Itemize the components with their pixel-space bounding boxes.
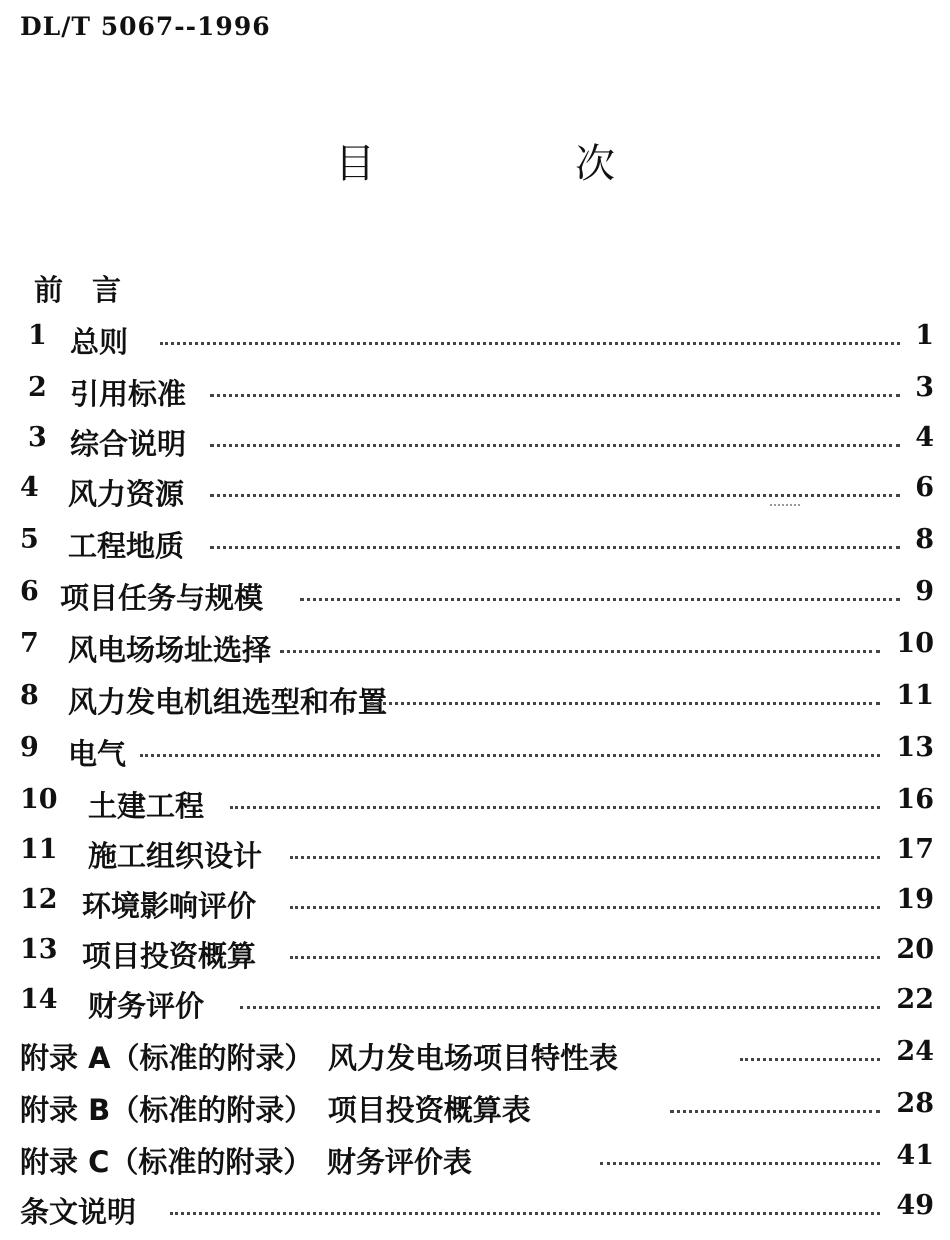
toc-entry-number: 8 (20, 680, 39, 711)
toc-entry-number: 3 (28, 422, 47, 453)
toc-page-number: 13 (896, 732, 934, 763)
toc-leader-dots (140, 752, 880, 757)
toc-leader-dots (290, 954, 880, 959)
toc-page-number: 9 (915, 576, 934, 607)
toc-entry-number: 6 (20, 576, 39, 607)
toc-leader-dots (240, 1004, 880, 1009)
toc-entry-title: 综合说明 (70, 427, 187, 461)
toc-entry-title: 项目任务与规模 (60, 581, 264, 615)
toc-page-number: 1 (915, 320, 934, 351)
toc-leader-dots (370, 700, 880, 705)
toc-page-number: 49 (896, 1190, 934, 1221)
standard-code-header: DL/T 5067--1996 (20, 12, 271, 41)
toc-entry-title: 工程地质 (68, 529, 185, 563)
toc-entry-number: 7 (20, 628, 39, 659)
toc-page-number: 19 (896, 884, 934, 915)
toc-leader-dots (210, 392, 900, 397)
toc-leader-dots (290, 904, 880, 909)
toc-entry-title: 风电场场址选择 (68, 633, 272, 667)
toc-page-number: 11 (896, 680, 934, 711)
page-title: 目 次 (335, 141, 695, 187)
toc-entry-8[interactable] (0, 680, 950, 724)
toc-entry-title: 施工组织设计 (88, 839, 263, 873)
toc-entry-11[interactable] (0, 834, 950, 878)
toc-entry-title: 项目投资概算 (82, 939, 257, 973)
toc-page-number: 24 (896, 1036, 934, 1067)
toc-entry-number: 12 (20, 884, 58, 915)
toc-leader-dots (160, 340, 900, 345)
toc-entry-title: 附录 B（标准的附录） 项目投资概算表 (20, 1093, 531, 1127)
toc-leader-dots (210, 442, 900, 447)
toc-entry-preface[interactable] (0, 268, 950, 312)
toc-entry-title: 附录 A（标准的附录） 风力发电场项目特性表 (20, 1041, 619, 1075)
toc-entry-number: 1 (28, 320, 47, 351)
toc-leader-dots (280, 648, 880, 653)
toc-entry-number: 14 (20, 984, 58, 1015)
toc-entry-appendix-a[interactable] (0, 1036, 950, 1080)
scan-artifact (770, 498, 800, 506)
toc-leader-dots (740, 1056, 880, 1061)
toc-leader-dots (210, 492, 900, 497)
toc-entry-7[interactable] (0, 628, 950, 672)
toc-leader-dots (230, 804, 880, 809)
toc-leader-dots (210, 544, 900, 549)
toc-leader-dots (600, 1160, 880, 1165)
toc-entry-number: 9 (20, 732, 39, 763)
toc-page-number: 3 (915, 372, 934, 403)
toc-page-number: 4 (915, 422, 934, 453)
toc-page-number: 28 (896, 1088, 934, 1119)
toc-entry-title: 环境影响评价 (82, 889, 257, 923)
toc-page-number: 10 (896, 628, 934, 659)
toc-entry-title: 附录 C（标准的附录） 财务评价表 (20, 1145, 472, 1179)
toc-page-number: 41 (896, 1140, 934, 1171)
toc-entry-appendix-b[interactable] (0, 1088, 950, 1132)
toc-leader-dots (300, 596, 900, 601)
toc-page-number: 17 (896, 834, 934, 865)
toc-entry-number: 5 (20, 524, 39, 555)
toc-entry-number: 2 (28, 372, 47, 403)
toc-page-number: 22 (896, 984, 934, 1015)
toc-entry-12[interactable] (0, 884, 950, 928)
toc-page-number: 16 (896, 784, 934, 815)
toc-entry-10[interactable] (0, 784, 950, 828)
toc-page-number: 6 (915, 472, 934, 503)
toc-entry-4[interactable] (0, 472, 950, 516)
toc-entry-number: 13 (20, 934, 58, 965)
toc-entry-appendix-c[interactable] (0, 1140, 950, 1184)
toc-entry-title: 前 言 (34, 273, 122, 307)
toc-entry-1[interactable] (0, 320, 950, 364)
toc-entry-title: 财务评价 (88, 989, 205, 1023)
toc-entry-9[interactable] (0, 732, 950, 776)
toc-entry-clause-explanation[interactable] (0, 1190, 950, 1234)
toc-entry-title: 总则 (70, 325, 129, 359)
toc-entry-title: 土建工程 (88, 789, 205, 823)
toc-entry-title: 条文说明 (20, 1195, 137, 1229)
toc-entry-14[interactable] (0, 984, 950, 1028)
toc-entry-2[interactable] (0, 372, 950, 416)
toc-entry-6[interactable] (0, 576, 950, 620)
toc-page-number: 8 (915, 524, 934, 555)
toc-entry-title: 电气 (68, 737, 127, 771)
toc-leader-dots (170, 1210, 880, 1215)
toc-entry-title: 风力发电机组选型和布置 (68, 685, 388, 719)
toc-entry-title: 引用标准 (70, 377, 187, 411)
toc-entry-number: 11 (20, 834, 58, 865)
toc-page-number: 20 (896, 934, 934, 965)
toc-leader-dots (290, 854, 880, 859)
toc-entry-title: 风力资源 (68, 477, 185, 511)
toc-leader-dots (670, 1108, 880, 1113)
toc-entry-3[interactable] (0, 422, 950, 466)
toc-entry-5[interactable] (0, 524, 950, 568)
toc-entry-number: 4 (20, 472, 39, 503)
toc-entry-number: 10 (20, 784, 58, 815)
toc-entry-13[interactable] (0, 934, 950, 978)
